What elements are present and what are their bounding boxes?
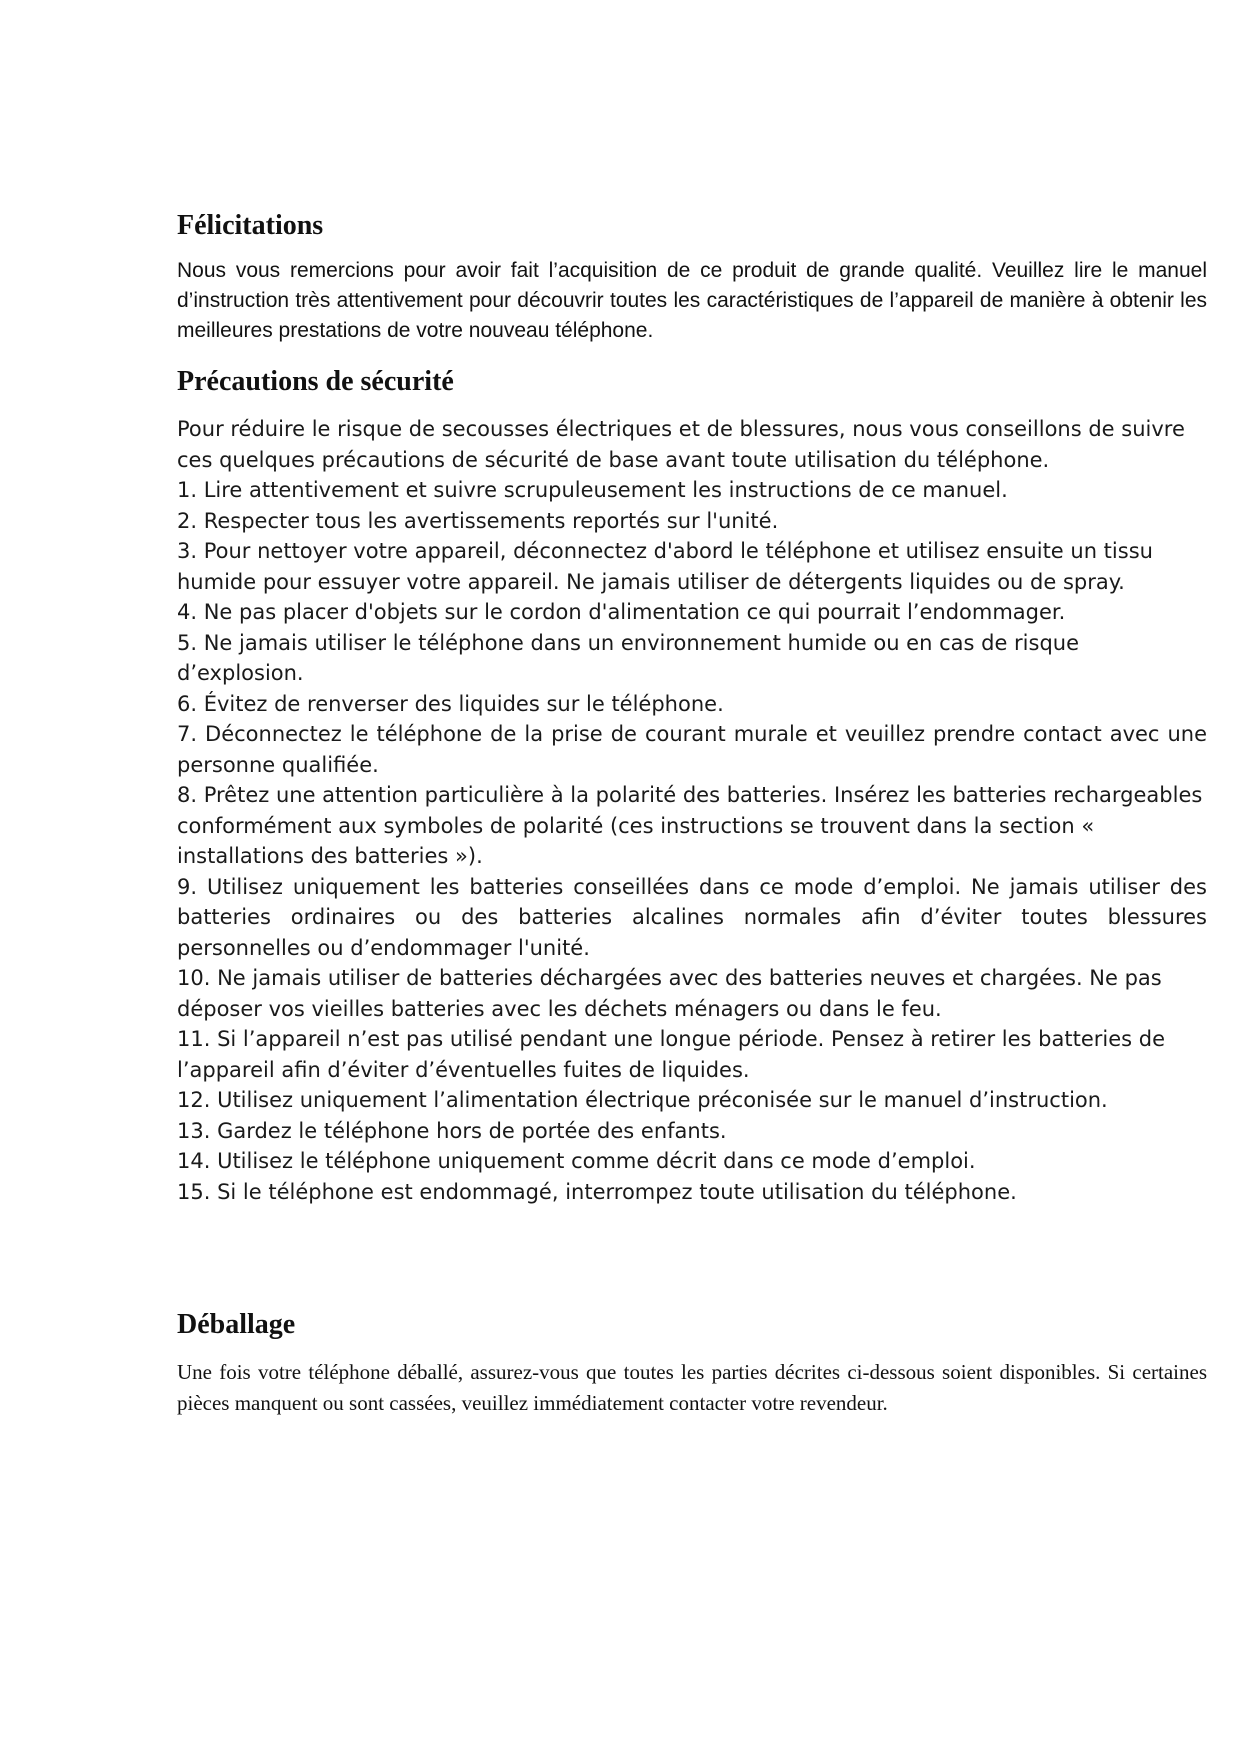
precaution-item-3: 3. Pour nettoyer votre appareil, déconnectez d'abord le téléphone et utilisez ensuite un tissu humide pour essuyer votre appareil. Ne jamais utiliser de détergents liquides ou de spray.: [177, 539, 1153, 594]
precaution-item-10: 10. Ne jamais utiliser de batteries déchargées avec des batteries neuves et chargées. Ne pas déposer vos vieilles batteries avec les déchets ménagers ou dans le feu.: [177, 966, 1162, 1021]
deballage-heading: Déballage: [177, 1309, 296, 1340]
precaution-item-8: 8. Prêtez une attention particulière à la polarité des batteries. Insérez les batteries rechargeables conformément aux symboles de polarité (ces instructions se trouvent dans la section « installations des batteries »).: [177, 783, 1203, 868]
precaution-item-11: 11. Si l’appareil n’est pas utilisé pendant une longue période. Pensez à retirer les batteries de l’appareil afin d’éviter d’éventuelles fuites de liquides.: [177, 1027, 1166, 1082]
precautions-intro: Pour réduire le risque de secousses électriques et de blessures, nous vous conseillons de suivre ces quelques précautions de sécurité de base avant toute utilisation du téléphone.: [177, 417, 1185, 472]
felicitations-paragraph: Nous vous remercions pour avoir fait l’acquisition de ce produit de grande qualité. Veuillez lire le manuel d’instruction très attentivement pour découvrir toutes les caractéristiques de l’appareil de manière à obtenir les meilleures prestations de votre nouveau téléphone.: [177, 259, 1207, 342]
precaution-item-2: 2. Respecter tous les avertissements reportés sur l'unité.: [177, 508, 779, 533]
precaution-item-9: 9. Utilisez uniquement les batteries conseillées dans ce mode d’emploi. Ne jamais utiliser des batteries ordinaires ou des batteries alcalines normales afin d’éviter toutes blessures personnelles ou d’endommager l'unité.: [177, 874, 1207, 960]
precaution-item-15: 15. Si le téléphone est endommagé, interrompez toute utilisation du téléphone.: [177, 1179, 1017, 1204]
deballage-paragraph: Une fois votre téléphone déballé, assurez-vous que toutes les parties décrites ci-dessous soient disponibles. Si certaines pièces manquent ou sont cassées, veuillez immédiatement contacter votre revendeur.: [177, 1360, 1207, 1415]
felicitations-heading: Félicitations: [177, 210, 324, 241]
precaution-item-14: 14. Utilisez le téléphone uniquement comme décrit dans ce mode d’emploi.: [177, 1149, 976, 1173]
precaution-item-4: 4. Ne pas placer d'objets sur le cordon d'alimentation ce qui pourrait l’endommager.: [177, 600, 1066, 624]
precaution-item-13: 13. Gardez le téléphone hors de portée des enfants.: [177, 1118, 727, 1143]
precaution-item-6: 6. Évitez de renverser des liquides sur le téléphone.: [177, 691, 724, 716]
precaution-item-7: 7. Déconnectez le téléphone de la prise de courant murale et veuillez prendre contact avec une personne qualifiée.: [177, 722, 1207, 777]
precaution-item-12: 12. Utilisez uniquement l’alimentation électrique préconisée sur le manuel d’instruction.: [177, 1088, 1108, 1112]
document-content: [177, 206, 1207, 1419]
precaution-item-5: 5. Ne jamais utiliser le téléphone dans un environnement humide ou en cas de risque d’explosion.: [177, 630, 1080, 685]
precautions-heading: Précautions de sécurité: [177, 366, 454, 397]
precaution-item-1: 1. Lire attentivement et suivre scrupuleusement les instructions de ce manuel.: [177, 478, 1008, 502]
precautions-list: [177, 475, 1207, 1207]
